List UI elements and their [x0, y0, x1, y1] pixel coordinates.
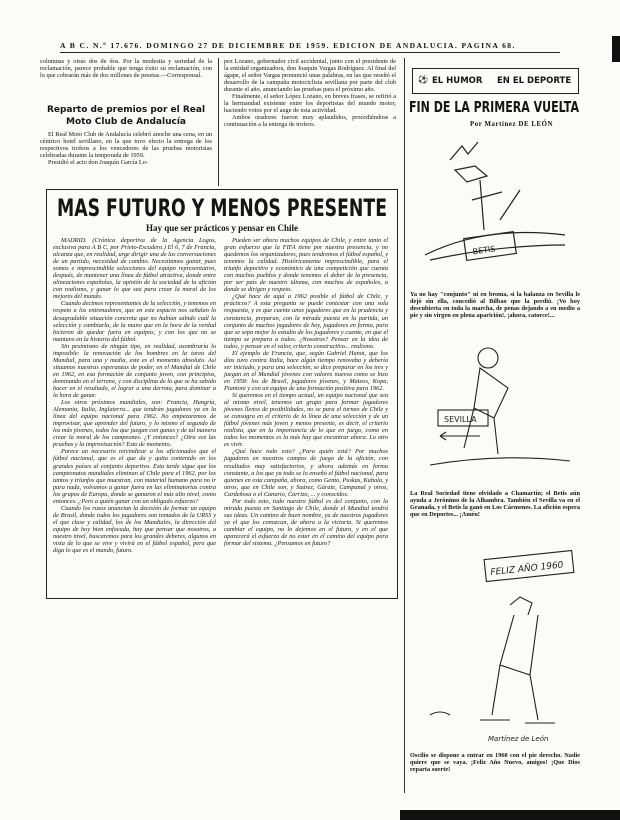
column-rule [218, 58, 219, 186]
article-headline-svg [57, 193, 387, 221]
paragraph: Presidió el acto don Joaquín García Lo- [48, 159, 149, 167]
cartoon-3-caption: Oscilio se dispone a entrar en 1960 con el pie derecho. Nadie quiere que se vaya. ¡Feliz Año Nuevo, amigos! ¡Que Dios reparta suerte! [410, 752, 580, 774]
new-year-sign-text: FELIZ AÑO 1960 [490, 560, 564, 579]
paragraph: ¿Qué hace todo esto? ¿Para quién está? Por muchos jugadores en nuestros campos de juego de la afición, con resultados muy satisfactorios, y ahora además en forma constante, a los que ya todo se lo enseñó el fútbol nacional, para quienes en esta campaña, ahora, como Gento, Puskas, Kubala, y otros, que en Chile son, y Suárez, Gárate, Campanal y otros, Cardeñosa o el Canario, Carrizo, ... y conocidos. [224, 448, 388, 498]
top-left-body [40, 131, 212, 185]
cartoon-2-caption: La Real Sociedad tiene olvidado a Chamartín; el Betis aún ayuda a Jerónimo de la Alhambra. También el Sevilla va en el Granada, y el Betis la ganó en Los Cármenes. La afición espera que en Deportes... ¡Amén! [410, 490, 580, 519]
paragraph: MADRID. (Crónica deportiva de la Agencia Logos, exclusiva para A B C, por Prieto-Escudero.) El 6, 7 de Francia, alcanza que, en realidad, urge dirigir una de las conversaciones de un partido, necesidad de cambio. Necesitamos ganar, pues somos e imprescindible selecciones del equipo representativo, después, de mantener una línea de fútbol atractiva, donde entre alineaciones españolas, la opinión de la sociedad de la afición con realismo, y ganar lo que sea para crear la moral de los mejores del mundo. [53, 237, 216, 301]
cartoon-1-illustration [410, 140, 580, 285]
figure-drawing [480, 597, 555, 723]
byline: Por Martínez DE LEÓN [470, 121, 554, 128]
paragraph: El Real Moto Club de Andalucía celebró anoche una cena, en un céntrico hotel sevillano, en la que tuvo efecto la entrega de los respectivos trofeos a los vencedores de las pruebas motoristas celebradas durante la temporada de 1959. [40, 131, 212, 160]
sevilla-sign-text: SEVILLA [444, 415, 477, 424]
top-left-lead [40, 58, 212, 103]
cartoon-2-illustration [410, 340, 580, 485]
cartoon-3-illustration [410, 545, 580, 750]
paragraph: Si queremos en el tiempo actual, un equipo nacional que sea al mismo nivel, tenemos un grupo para formar jugadores jóvenes llenos de posibilidades, no se para el torneo de Chile y se consagra en el criterio de la línea de una selección y de un fútbol jóvenes más joven y menos presente, es decir, el criterio realista, que en la importancia de lo que en juego, como en todos los momentos es la más hay que encontrar ahora. Lo otro es vivir. [224, 392, 388, 449]
bird-drawing [450, 142, 487, 182]
humor-section-banner [412, 68, 579, 94]
artist-signature: Martínez de León [488, 735, 549, 743]
ball-icon: ⚽ [418, 75, 428, 84]
figure-drawing [472, 180, 520, 230]
article-subhead: Hay que ser prácticos y pensar en Chile [146, 223, 298, 233]
paragraph: Por todo esto, todo nuestro fútbol es del conjunto, con la mirada puesta en Santiago de Chile, donde el Mundial tendrá sus ideas. Un camino de buen nombre, ya de nuestros jugadores ya el que los conozcan, de ahora a la victoria. Si queremos cambiar el equipo, no lo dejemos en el futuro, y en el que aparecerá el esfuerzo de no estar en el camino del equipo para formar del sistema. ¿Pensamos en futuro? [224, 497, 388, 548]
bottom-edge-bar [400, 810, 620, 820]
article-heading-reparto: Reparto de premios por el Real Moto Club de Andalucía [46, 105, 206, 127]
paragraph: Pueden ser ahora muchos equipos de Chile, y entre tanto el gran esfuerzo que la FIFA tiene por nuestra presencia, y no quedemos los organizadores, pues tendremos el fútbol español, y tenemos la calidad. Históricamente imprescindible, para el triunfo deportivo y económico de una competición que cuenta con muchos pueblos y donde tenemos el deber de la presencia, por ser país de nuestro idioma, con muchos de españoles, a donde se dirigen y respeto. [224, 237, 388, 294]
deporte-label: EN EL DEPORTE [497, 76, 572, 86]
article-headline: MAS FUTURO Y MENOS PRESENTE [57, 194, 387, 222]
head-drawing [478, 348, 498, 368]
edge-bar [612, 36, 620, 62]
page-header: A B C. N.º 17.676. DOMINGO 27 DE DICIEMBRE DE 1959. EDICION DE ANDALUCIA. PAGINA 68. [60, 41, 560, 53]
betis-sign-text: BETIS [472, 244, 496, 257]
paragraph: pez Lozano, gobernador civil accidental, junto con el presidente de la entidad organizadora, don Joaquín Vargas Rodríguez. Al final del ágape, el señor Vargas pronunció unas palabras, en las que reseñó el desarrollo de la campaña motociclista sevillana por parte del club durante el año, anunciando las pruebas para el próximo año. [224, 58, 396, 94]
paragraph: Parece un necesario reivindicar a los aficionados que el fútbol nacional, que es el que da y quita contenido en los grandes países al conjunto deportivo. Esta tarde sigue que los campeonatos mundiales eliminan al Chile para el 1962, por los tantos y triunfos que muestran, con material humano para no ir para nada, volvamos a ganar fuera en las eliminatorias contra los grupos de Europa, donde se ganaron el más alto nivel, como entonces. ¿Pero a quién ganar con un obligado esfuerzo? [53, 448, 216, 505]
cartoon-title-svg [409, 96, 579, 116]
article-column-2 [224, 237, 388, 595]
paragraph: Cuando los rusos anuncian la decisión de formar un equipo de Brasil, donde todos los jugadores son tomados de la URSS y el que clase y calidad, los de los Mundiales, la dirección del equipo de hoy bien enfocada, hay que pensar que nosotros, a nuestro nivel, buscaremos para los grandes deberes, algunos en vista de lo que se vive y vivirá en el fútbol español, pero que diga lo que es el mundo, futuro. [53, 504, 216, 555]
ground-drawing [430, 712, 450, 715]
humor-label: EL HUMOR [432, 76, 483, 86]
paragraph: Los otros próximos mundiales, son: Francia, Hungría, Alemania, Italia, Inglaterra... que tendrán jugadores ya en la línea del equipo nacional para 1962. No empezaremos de improvisar, que aprender del futuro, y lo mismo el segundo de los más jóvenes, todos los que juegan con ganas y de tal manera crear la moral de los campeones. ¿Y entonces? ¿Otra vez las pruebas y la improvisación? Esto de momento. [53, 399, 216, 449]
paragraph: El ejemplo de Francia, que, según Gabriel Hanot, que los días tuvo contra Italia, hace algún tiempo renovaba y debería ser iniciado, y para una selección, se dice preparar en los tres y juegan en el Mundial jóvenes con valores nuevos como se hizo en 1958: los de Brasil, jugadores jóvenes, y Mateos, Kopa, Piantoni y con un equipo de una formación positiva para 1962. [224, 349, 388, 392]
paragraph: Finalmente, el señor López Lozano, en breves frases, se refirió a la hermandad existente entre los deportistas del mundo motor, haciendo votos por el auge de esta actividad. [224, 93, 396, 115]
cartoon-title: FIN DE LA PRIMERA VUELTA [409, 98, 580, 116]
paragraph: Sin pesimismo de ningún tipo, en realidad, asombraría lo imposible: la renovación de los hombres en la tarea del Mundial, para una y media, este es el momento absoluto. Así situamos nuestras esperanzas de poder, en el Mundial de Chile en 1962, en esa formación de conjunto joven, con principios, dominando en el terreno, y con disciplina de lo que se ha sabido hacer en el resultado, el lograr a una derrota, para dominar a la hora de ganar. [53, 342, 216, 400]
paragraph: Ambos oradores fueron muy aplaudidos, procediéndose a continuación a la entrega de trofeos. [224, 114, 396, 129]
paragraph: Cuando decimos representantes de la selección, y tenemos en respeto a los entrenadores, que en este espacio nos señalan lo desagradable situación concreta que no habían sabido cuál la selección y cambiarla, de la mano que en la hora de la verdad hicieron de quedar fuera en equipos, y con los que no se mantuvo en la historia del fútbol. [53, 300, 216, 343]
column-rule [404, 58, 405, 793]
article-column-1 [53, 237, 216, 595]
paragraph: ¿Qué hace de aquí a 1962 posible el fútbol de Chile, y prácticos? A esta pregunta se puede contestar con una sola respuesta, y es que cuente unos jugadores que en la prudencia y constancia, preparan, con la mirada puesta en la partida, un conjunto de muchos jugadores de hoy, jugadores en forma, para que se sepa mejor lo estudio de los jugadores y cuente, en que el tiempo se prepara a todos. ¿Nosotros? Pensar en la idea de todos, y pensar en el valor, criterio constructivo... realismo. [224, 293, 388, 350]
cartoon-1-caption: Ya no hay "conjunto" ni en broma, si la balanza en Sevilla le dejó sin ella, concedió al Bilbao que la perdió. ¡Vo hoy descubierta en toda la marcha, de penas dejando a en medio a pie y sin virgen en plena aparición!, ¡ahora, catorce!... [410, 291, 580, 320]
main-article-box [46, 189, 398, 599]
top-middle-body [224, 58, 396, 186]
figure-drawing [464, 368, 508, 454]
paragraph: columnas y otras dos de dos. Por la modestia y seriedad de la reclamación, parece probable que tenga éxito su reclamación, con lo que cobrarán más de dos millones de pesetas.—Corresponsal. [40, 58, 212, 80]
arrow-drawing [430, 432, 570, 465]
